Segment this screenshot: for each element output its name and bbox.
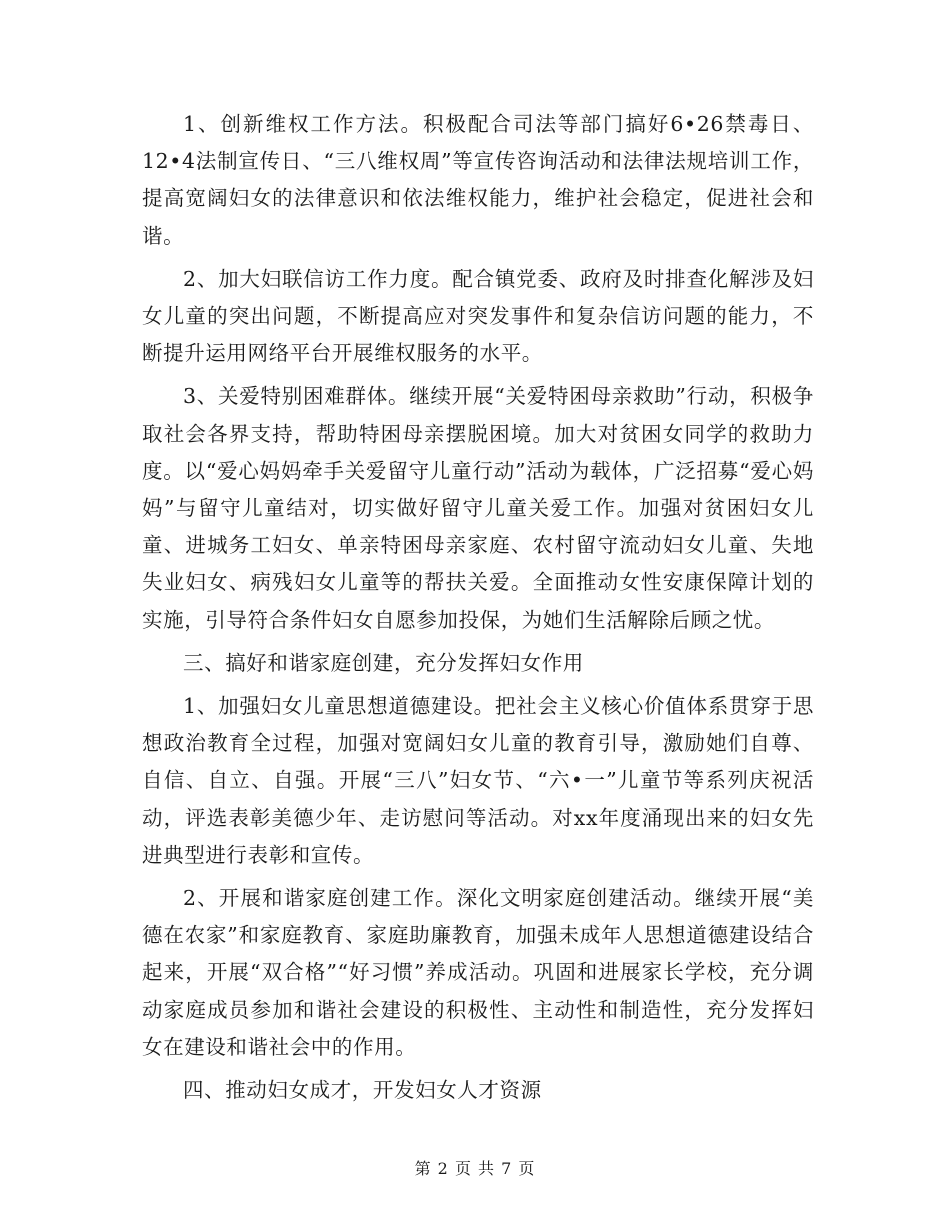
page-number-footer: 第 2 页 共 7 页 bbox=[414, 1159, 536, 1178]
paragraph-moral-building: 1、加强妇女儿童思想道德建设。把社会主义核心价值体系贯穿于思想政治教育全过程，加强对宽阔妇女儿童的教育引导，激励她们自尊、自信、自立、自强。开展“三八”妇女节、“六•一”儿童节等系列庆祝活动，评选表彰美德少年、走访慰问等活动。对xx年度涌现出来的妇女先进典型进行表彰和宣传。 bbox=[142, 694, 814, 867]
paragraph-family-creation: 2、开展和谐家庭创建工作。深化文明家庭创建活动。继续开展“美德在农家”和家庭教育、家庭助廉教育，加强未成年人思想道德建设结合起来，开展“双合格”“好习惯”养成活动。巩固和进展家长学校，充分调动家庭成员参加和谐社会建设的积极性、主动性和制造性，充分发挥妇女在建设和谐社会中的作用。 bbox=[142, 886, 814, 1059]
paragraph-rights-methods: 1、创新维权工作方法。积极配合司法等部门搞好6•26禁毒日、12•4法制宣传日、“三八维权周”等宣传咨询活动和法律法规培训工作，提高宽阔妇女的法律意识和依法维权能力，维护社会稳定，促进社会和谐。 bbox=[142, 112, 814, 248]
document-body bbox=[142, 106, 814, 1109]
section-heading-harmonious-family: 三、搞好和谐家庭创建，充分发挥妇女作用 bbox=[183, 650, 584, 675]
paragraph-petition-work: 2、加大妇联信访工作力度。配合镇党委、政府及时排查化解涉及妇女儿童的突出问题，不断提高应对突发事件和复杂信访问题的能力，不断提升运用网络平台开展维权服务的水平。 bbox=[142, 266, 814, 366]
section-heading-women-talent: 四、推动妇女成才，开发妇女人才资源 bbox=[183, 1078, 542, 1103]
paragraph-difficult-groups: 3、关爱特别困难群体。继续开展“关爱特困母亲救助”行动，积极争取社会各界支持，帮助特困母亲摆脱困境。加大对贫困女同学的救助力度。以“爱心妈妈牵手关爱留守儿童行动”活动为载体，广泛招募“爱心妈妈”与留守儿童结对，切实做好留守儿童关爱工作。加强对贫困妇女儿童、进城务工妇女、单亲特困母亲家庭、农村留守流动妇女儿童、失地失业妇女、病残妇女儿童等的帮扶关爱。全面推动女性安康保障计划的实施，引导符合条件妇女自愿参加投保，为她们生活解除后顾之忧。 bbox=[142, 384, 814, 632]
